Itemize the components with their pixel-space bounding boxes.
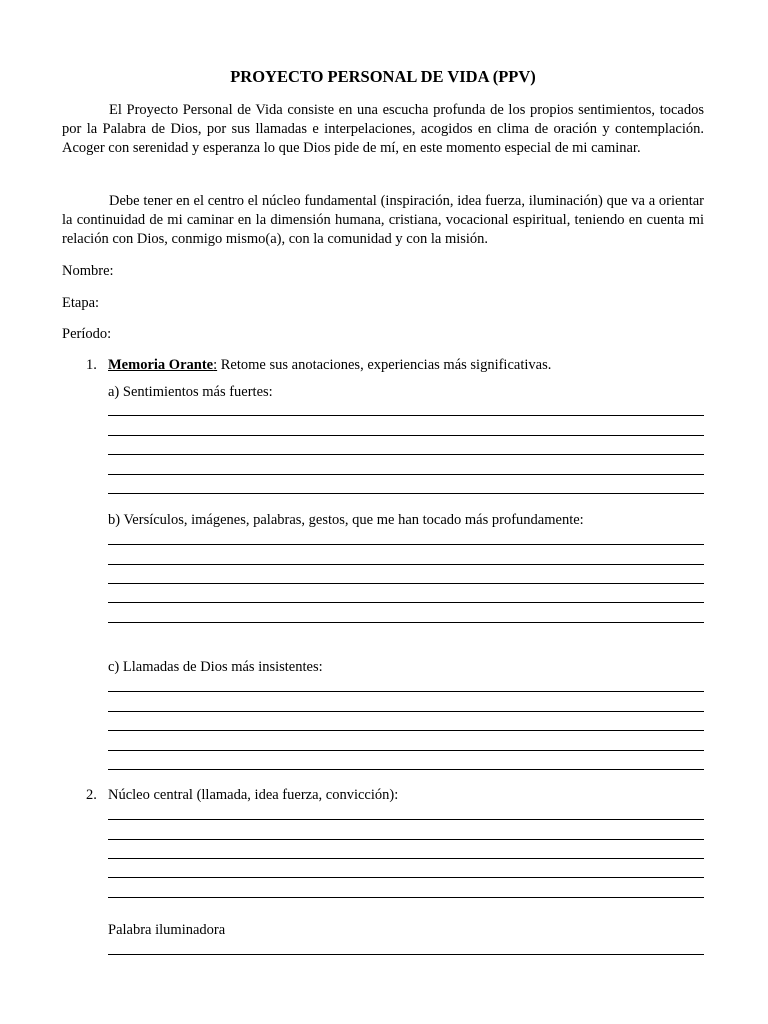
write-line[interactable] xyxy=(108,691,704,692)
section-1-number: 1. xyxy=(86,357,97,373)
write-line[interactable] xyxy=(108,769,704,770)
palabra-iluminadora-label: Palabra iluminadora xyxy=(108,922,226,938)
section-1-heading: Memoria Orante xyxy=(108,357,214,373)
section-2-number: 2. xyxy=(86,787,97,803)
write-line[interactable] xyxy=(108,544,704,545)
write-line[interactable] xyxy=(108,711,704,712)
write-line[interactable] xyxy=(108,454,704,455)
write-line[interactable] xyxy=(108,730,704,731)
write-line[interactable] xyxy=(108,564,704,565)
section-2-title: Núcleo central (llamada, idea fuerza, convicción): xyxy=(108,787,399,803)
write-line[interactable] xyxy=(108,493,704,494)
section-1-title xyxy=(108,356,551,374)
intro-paragraph-1: El Proyecto Personal de Vida consiste en una escucha profunda de los propios sentimientos, tocados por la Palabra de Dios, por sus llamadas e interpelaciones, acogidos en clima de oración y contemplación. Acoger con serenidad y esperanza lo que Dios pide de mí, en este momento especial de mi caminar. xyxy=(62,102,704,157)
section-1-colon: : xyxy=(213,357,218,373)
write-line[interactable] xyxy=(108,897,704,898)
section-1b-label: b) Versículos, imágenes, palabras, gestos, que me han tocado más profundamente: xyxy=(108,512,584,528)
intro-paragraph-2: Debe tener en el centro el núcleo fundamental (inspiración, idea fuerza, iluminación) que va a orientar la continuidad de mi caminar en la dimensión humana, cristiana, vocacional espiritual, teniendo en cuenta mi relación con Dios, conmigo mismo(a), con la comunidad y con la misión. xyxy=(62,193,704,248)
write-line[interactable] xyxy=(108,819,704,820)
write-line[interactable] xyxy=(108,750,704,751)
section-1-text: Retome sus anotaciones, experiencias más significativas. xyxy=(217,357,552,373)
write-line[interactable] xyxy=(108,858,704,859)
write-line[interactable] xyxy=(108,622,704,623)
write-line[interactable] xyxy=(108,435,704,436)
write-line[interactable] xyxy=(108,602,704,603)
field-nombre-label: Nombre: xyxy=(62,263,114,279)
write-line[interactable] xyxy=(108,877,704,878)
page-title: PROYECTO PERSONAL DE VIDA (PPV) xyxy=(230,67,536,86)
section-1c-label: c) Llamadas de Dios más insistentes: xyxy=(108,659,323,675)
field-periodo-label: Período: xyxy=(62,326,112,342)
field-etapa-label: Etapa: xyxy=(62,295,100,311)
write-line[interactable] xyxy=(108,415,704,416)
write-line[interactable] xyxy=(108,474,704,475)
write-line[interactable] xyxy=(108,954,704,955)
write-line[interactable] xyxy=(108,839,704,840)
section-1a-label: a) Sentimientos más fuertes: xyxy=(108,384,273,400)
write-line[interactable] xyxy=(108,583,704,584)
